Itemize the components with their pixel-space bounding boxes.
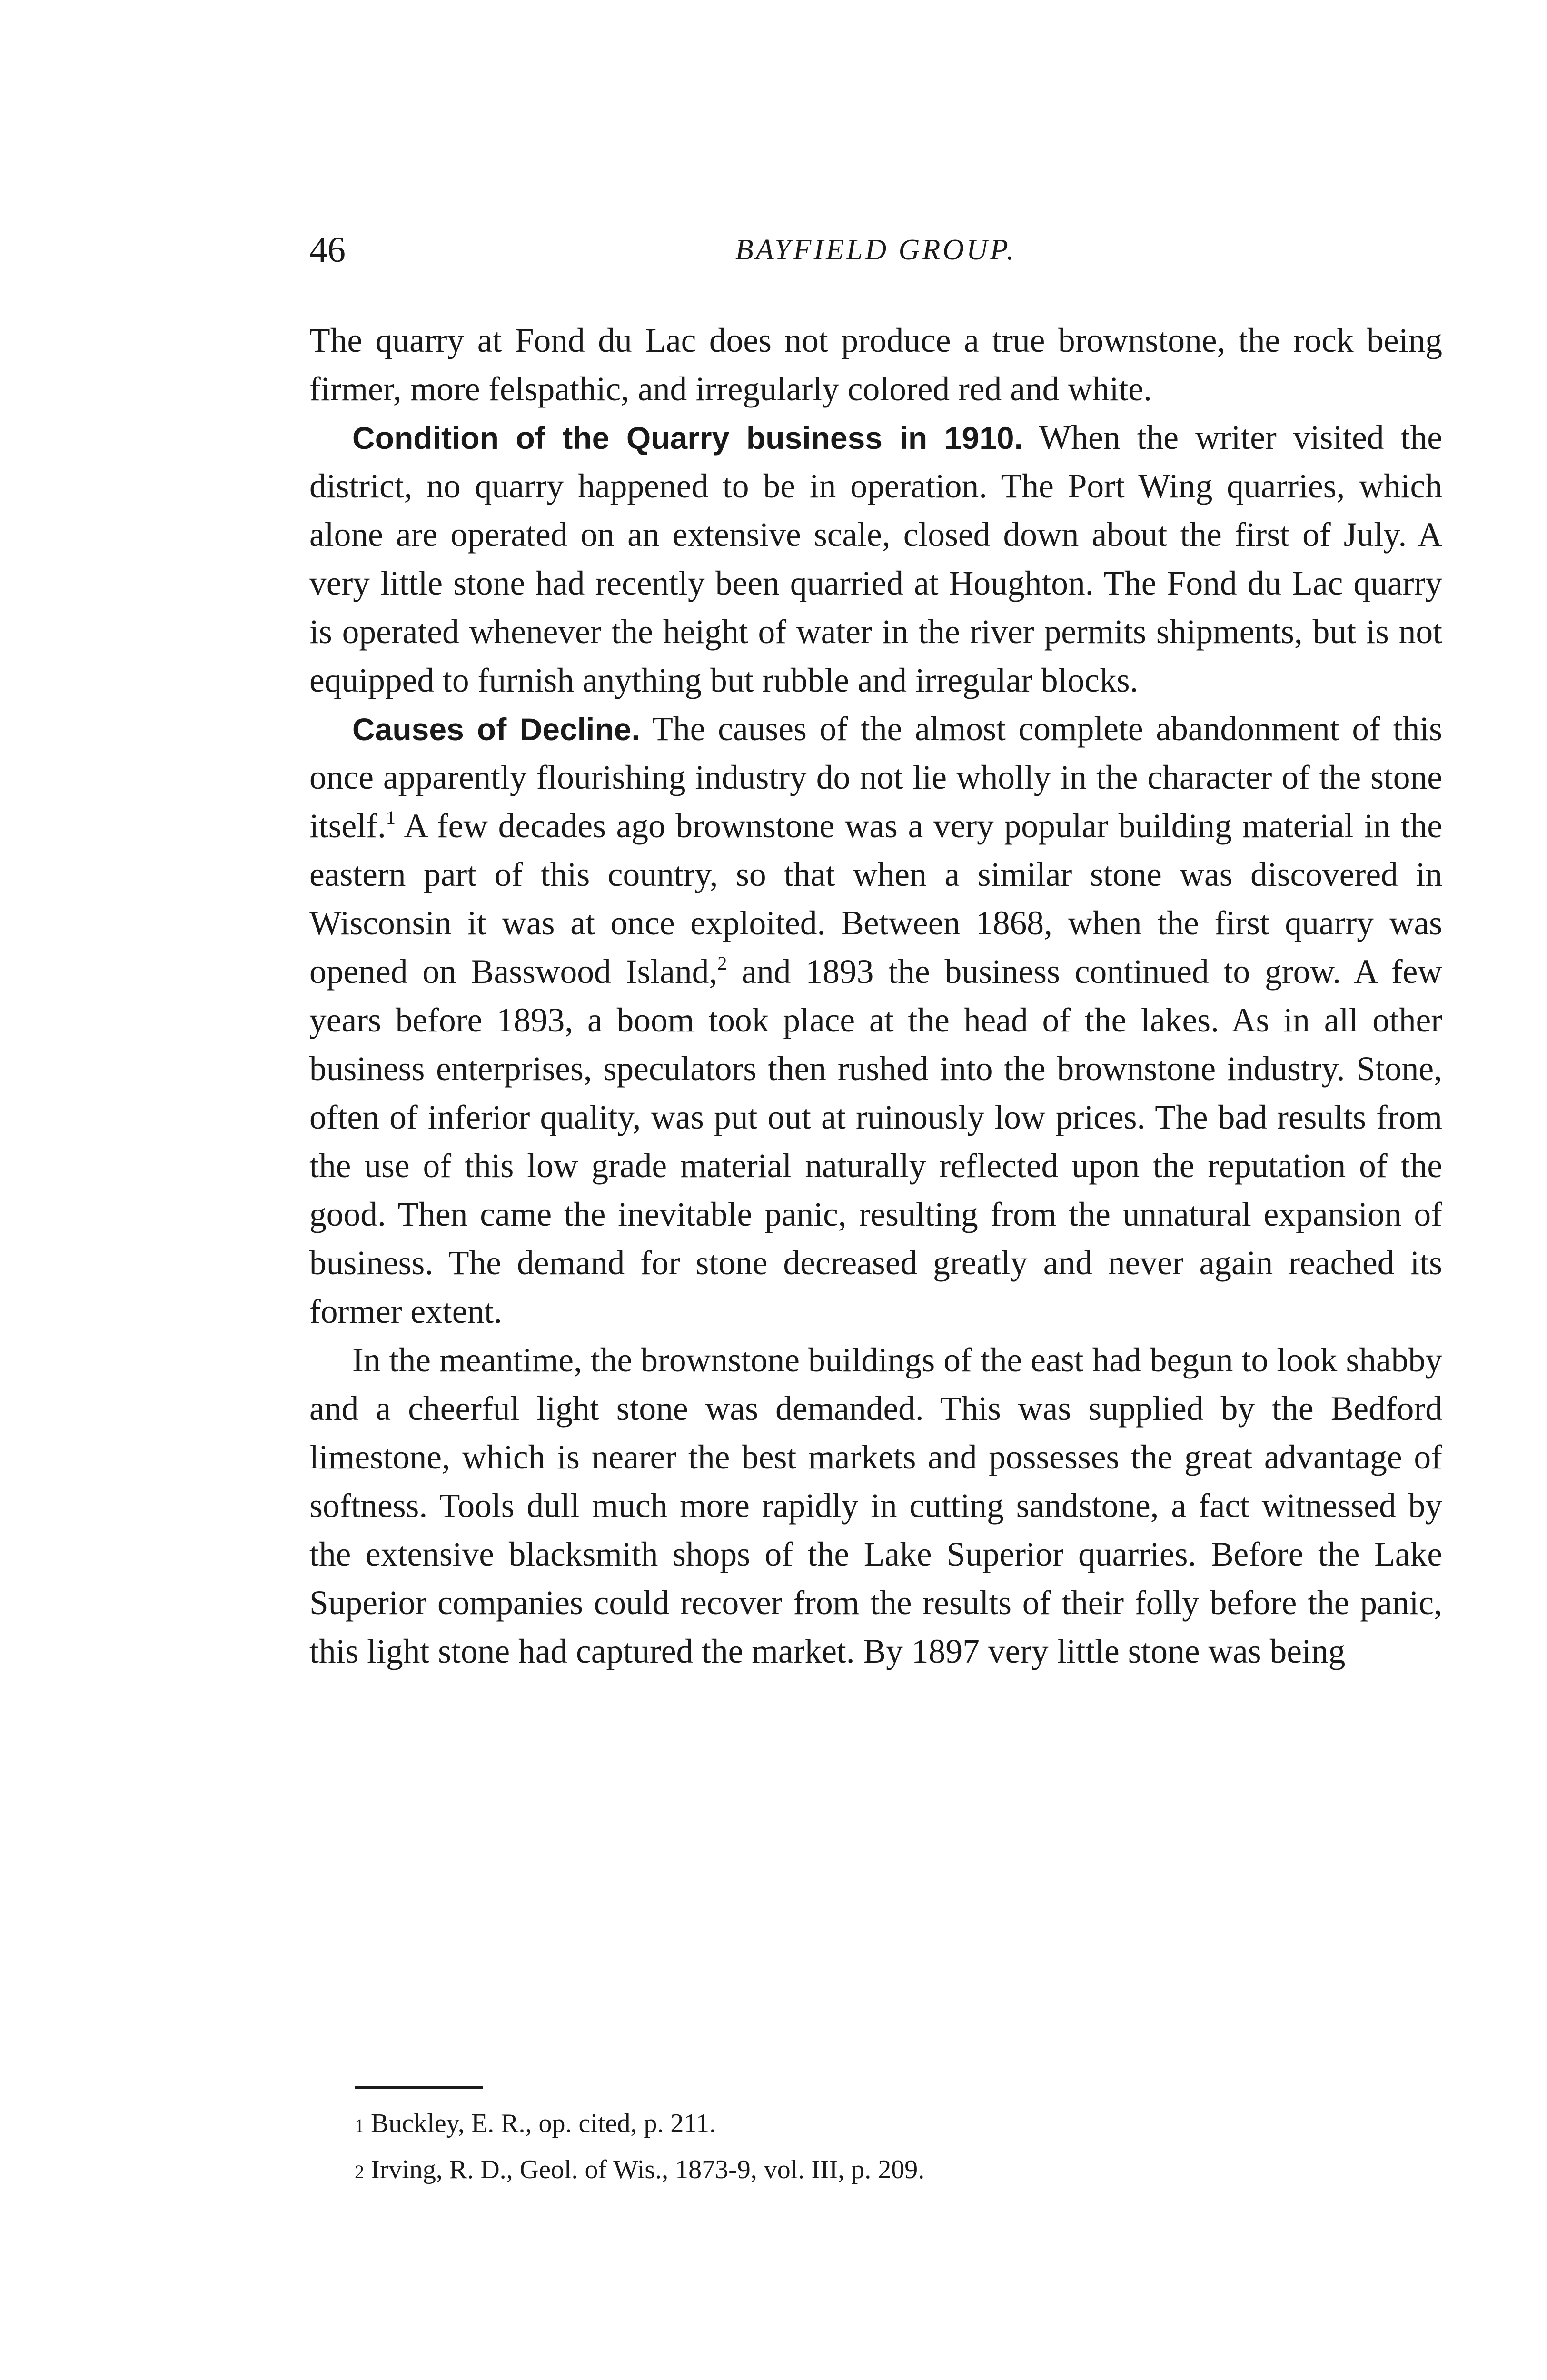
footnote-1 — [355, 2102, 1402, 2148]
footnote-mark: 2 — [355, 2161, 364, 2182]
paragraph-meantime — [309, 1336, 1442, 1676]
footnote-ref-1: 1 — [386, 807, 396, 828]
footnotes — [355, 2102, 1402, 2194]
paragraph-text: The quarry at Fond du Lac does not produce a true brownstone, the rock being firmer, more felspathic, and irregularly colored red and white. — [309, 322, 1442, 408]
paragraph-text: and 1893 the business continued to grow. A few years before 1893, a boom took place at the head of the lakes. As in all other business enterprises, speculators then rushed into the brownstone industry. Stone, often of inferior quality, was put out at ruinously low prices. The bad results from the use of this low grade material naturally reflected upon the reputation of the good. Then came the inevitable panic, resulting from the unnatural expansion of business. The demand for stone decreased greatly and never again reached its former extent. — [309, 953, 1442, 1330]
page-header — [309, 224, 1442, 276]
footnote-divider — [355, 2086, 483, 2089]
paragraph-text: In the meantime, the brownstone buildings of the east had begun to look shabby and a cheerful light stone was demanded. This was supplied by the Bedford limestone, which is nearer the best markets and possesses the great advantage of softness. Tools dull much more rapidly in cutting sandstone, a fact witnessed by the extensive blacksmith shops of the Lake Superior quarries. Before the Lake Superior companies could recover from the results of their folly before the panic, this light stone had captured the market. By 1897 very little stone was being — [309, 1341, 1442, 1670]
paragraph-text: The causes of the almost complete abandonment of this once apparently flourishing industry do not lie wholly in the character of the stone itself. — [309, 710, 1442, 845]
footnote-text: Irving, R. D., Geol. of Wis., 1873-9, vol. III, p. 209. — [371, 2155, 925, 2184]
footnote-2 — [355, 2148, 1402, 2194]
footnote-text: Buckley, E. R., op. cited, p. 211. — [371, 2109, 716, 2138]
paragraph-text: When the writer visited the district, no quarry happened to be in operation. The Port Wing quarries, which alone are operated on an extensive scale, closed down about the first of July. A very little stone had recently been quarried at Houghton. The Fond du Lac quarry is operated whenever the height of water in the river permits shipments, but is not equipped to furnish anything but rubble and irregular blocks. — [309, 419, 1443, 699]
paragraph-text: A few decades ago brownstone was a very popular building material in the eastern part of this country, so that when a similar stone was discovered in Wisconsin it was at once exploited. Between 1868, when the first quarry was opened on Basswood Island, — [309, 807, 1442, 991]
footnote-ref-2: 2 — [717, 952, 727, 974]
body-text — [309, 317, 1442, 1676]
paragraph-causes-of-decline — [309, 705, 1442, 1336]
section-heading-condition: Condition of the Quarry business in 1910. — [352, 420, 1023, 456]
footnote-mark: 1 — [355, 2115, 364, 2136]
section-heading-causes: Causes of Decline. — [352, 712, 640, 747]
paragraph-condition-of-quarry-business — [309, 414, 1442, 705]
running-head: BAYFIELD GROUP. — [735, 234, 1017, 266]
page-number: 46 — [309, 230, 346, 270]
paragraph-fond-du-lac — [309, 317, 1442, 414]
